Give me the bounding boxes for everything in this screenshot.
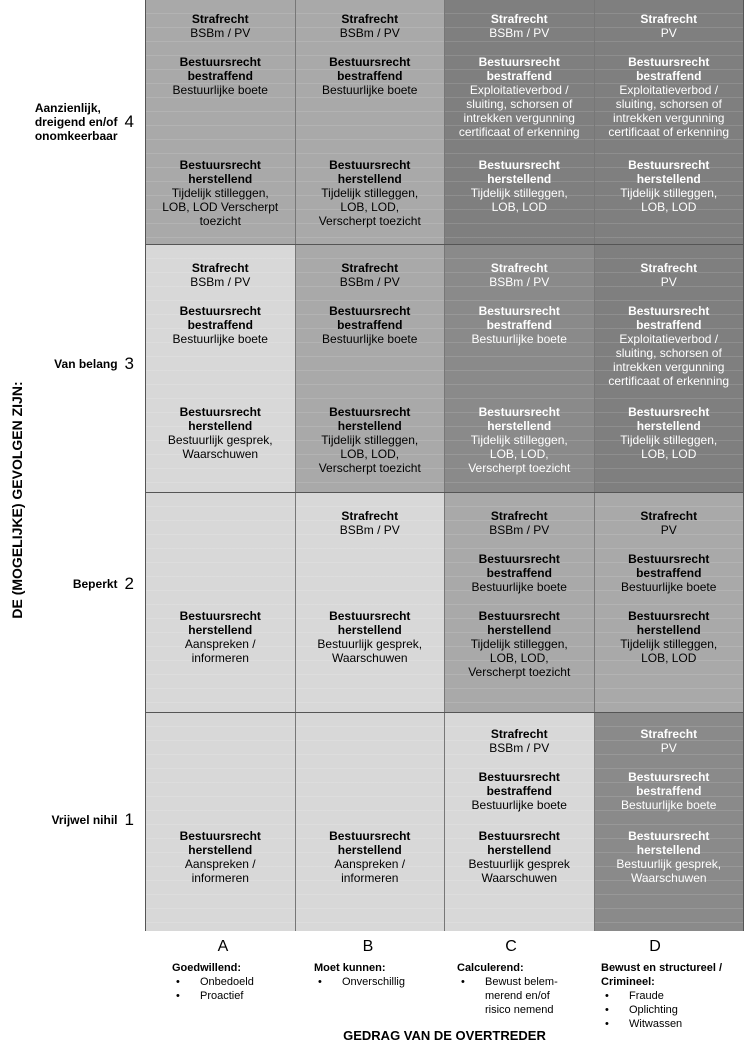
row-label-1 <box>36 810 144 830</box>
cell-b2 <box>296 493 446 712</box>
column-desc-list <box>172 975 294 1003</box>
row-label-text: Vrijwel nihil <box>51 813 118 827</box>
column-desc-title: Calculerend: <box>457 962 524 974</box>
cell-block <box>146 304 295 346</box>
cell-c1 <box>445 713 595 931</box>
matrix-row-1 <box>146 712 743 931</box>
block-text: PV <box>660 275 677 289</box>
cell-block <box>445 55 594 139</box>
matrix-row-3 <box>146 244 743 492</box>
cell-block <box>296 405 445 475</box>
cell-block <box>146 12 295 40</box>
cell-block <box>445 770 594 812</box>
block-text: Bestuurlijk gesprek Waarschuwen <box>468 857 570 885</box>
column-desc-b <box>314 961 436 989</box>
cell-block <box>296 12 445 40</box>
block-heading: Bestuursrecht herstellend <box>179 158 261 186</box>
list-item: • Proactief <box>172 989 294 1003</box>
column-desc-title: Bewust en structureel / Crimineel: <box>601 962 723 988</box>
block-text: Bestuurlijk gesprek, Waarschuwen <box>317 637 423 665</box>
block-text: Exploitatieverbod / sluiting, schorsen of intrekken vergunning certificaat of erkenning <box>608 332 730 388</box>
row-label-text: Aanzienlijk, dreigend en/of onomkeerbaar <box>34 101 118 143</box>
block-heading: Strafrecht <box>490 261 548 275</box>
cell-block <box>445 261 594 289</box>
block-text: BSBm / PV <box>489 523 550 537</box>
block-heading: Bestuursrecht bestraffend <box>478 770 560 798</box>
column-desc-title: Goedwillend: <box>172 962 242 974</box>
block-heading: Bestuursrecht bestraffend <box>329 55 411 83</box>
block-text: Bestuurlijke boete <box>172 332 268 346</box>
cell-block <box>445 609 594 679</box>
cell-block <box>296 158 445 228</box>
cell-c2 <box>445 493 595 712</box>
column-desc-list <box>457 975 579 1017</box>
block-text: BSBm / PV <box>339 26 400 40</box>
block-heading: Bestuursrecht bestraffend <box>478 55 560 83</box>
cell-block <box>595 261 744 289</box>
block-text: Tijdelijk stilleggen, LOB, LOD <box>620 637 718 665</box>
block-heading: Strafrecht <box>341 509 399 523</box>
cell-block <box>595 509 744 537</box>
cell-c4 <box>445 0 595 244</box>
block-text: Tijdelijk stilleggen, LOB, LOD <box>470 186 568 214</box>
cell-b3 <box>296 245 446 492</box>
block-text: Exploitatieverbod / sluiting, schorsen of intrekken vergunning certificaat of erkenning <box>608 83 730 139</box>
block-heading: Bestuursrecht herstellend <box>628 829 710 857</box>
block-heading: Bestuursrecht bestraffend <box>628 770 710 798</box>
cell-d3 <box>595 245 744 492</box>
row-label-text: Van belang <box>54 357 118 371</box>
block-text: BSBm / PV <box>190 26 251 40</box>
block-heading: Strafrecht <box>640 509 698 523</box>
cell-block <box>445 405 594 475</box>
cell-b1 <box>296 713 446 931</box>
cell-block <box>445 509 594 537</box>
cell-a1 <box>146 713 296 931</box>
column-desc-a <box>172 961 294 1003</box>
row-label-number: 2 <box>124 574 134 593</box>
cell-a4 <box>146 0 296 244</box>
block-text: Bestuurlijke boete <box>621 798 717 812</box>
block-text: BSBm / PV <box>339 523 400 537</box>
cell-block <box>595 12 744 40</box>
cell-block <box>595 304 744 388</box>
block-heading: Strafrecht <box>490 727 548 741</box>
row-label-4 <box>36 101 144 143</box>
list-item: • Oplichting <box>601 1003 741 1017</box>
matrix-row-2 <box>146 492 743 712</box>
block-heading: Bestuursrecht herstellend <box>329 158 411 186</box>
block-text: PV <box>660 741 677 755</box>
block-text: Bestuurlijke boete <box>471 580 567 594</box>
column-desc-title: Moet kunnen: <box>314 962 386 974</box>
block-heading: Strafrecht <box>191 261 249 275</box>
block-heading: Bestuursrecht bestraffend <box>478 304 560 332</box>
block-text: Bestuurlijke boete <box>322 332 418 346</box>
x-axis-title: GEDRAG VAN DE OVERTREDER <box>343 1028 546 1043</box>
cell-block <box>445 727 594 755</box>
matrix-grid <box>145 0 744 931</box>
column-desc-list <box>314 975 436 989</box>
cell-block <box>595 609 744 665</box>
block-heading: Bestuursrecht herstellend <box>478 158 560 186</box>
block-heading: Strafrecht <box>490 509 548 523</box>
column-desc-c <box>457 961 579 1017</box>
matrix-row-4 <box>146 0 743 244</box>
block-heading: Bestuursrecht herstellend <box>478 405 560 433</box>
column-letter-a: A <box>217 938 229 955</box>
block-heading: Bestuursrecht herstellend <box>478 609 560 637</box>
block-text: Aanspreken / informeren <box>334 857 406 885</box>
cell-block <box>445 552 594 594</box>
block-heading: Bestuursrecht bestraffend <box>628 55 710 83</box>
cell-block <box>296 261 445 289</box>
block-heading: Bestuursrecht herstellend <box>628 158 710 186</box>
cell-block <box>595 158 744 214</box>
block-text: Bestuurlijke boete <box>471 332 567 346</box>
column-desc-d <box>601 961 741 1031</box>
block-text: Tijdelijk stilleggen, LOB, LOD, Verscherpt toezicht <box>318 433 421 475</box>
cell-block <box>445 304 594 346</box>
list-item: • Witwassen <box>601 1017 741 1031</box>
block-heading: Strafrecht <box>640 261 698 275</box>
column-letter-c: C <box>505 938 517 955</box>
block-heading: Bestuursrecht bestraffend <box>179 55 261 83</box>
block-heading: Bestuursrecht bestraffend <box>478 552 560 580</box>
column-desc-list <box>601 989 741 1031</box>
cell-d4 <box>595 0 744 244</box>
cell-block <box>296 509 445 537</box>
block-text: BSBm / PV <box>489 26 550 40</box>
block-text: Bestuurlijk gesprek, Waarschuwen <box>616 857 722 885</box>
list-item: • Bewust belem-merend en/of risico nemend <box>457 975 567 1017</box>
cell-block <box>595 829 744 885</box>
block-heading: Strafrecht <box>341 261 399 275</box>
cell-block <box>146 55 295 97</box>
block-text: Bestuurlijke boete <box>322 83 418 97</box>
cell-block <box>445 158 594 214</box>
block-heading: Strafrecht <box>490 12 548 26</box>
block-heading: Strafrecht <box>341 12 399 26</box>
cell-block <box>146 609 295 665</box>
block-heading: Strafrecht <box>191 12 249 26</box>
block-text: PV <box>660 523 677 537</box>
block-text: Bestuurlijke boete <box>471 798 567 812</box>
block-heading: Bestuursrecht bestraffend <box>179 304 261 332</box>
row-label-2 <box>36 574 144 594</box>
block-text: Exploitatieverbod / sluiting, schorsen of intrekken vergunning certificaat of erkenning <box>458 83 580 139</box>
block-text: Tijdelijk stilleggen, LOB, LOD, Verscherpt toezicht <box>318 186 421 228</box>
block-heading: Bestuursrecht bestraffend <box>628 552 710 580</box>
block-heading: Bestuursrecht herstellend <box>628 405 710 433</box>
block-text: Tijdelijk stilleggen, LOB, LOD <box>620 186 718 214</box>
block-text: Tijdelijk stilleggen, LOB, LOD, Verscherpt toezicht <box>468 433 571 475</box>
block-text: Tijdelijk stilleggen, LOB, LOD Verscherpt toezicht <box>162 186 279 228</box>
block-text: BSBm / PV <box>339 275 400 289</box>
list-item: • Onbedoeld <box>172 975 294 989</box>
block-heading: Bestuursrecht herstellend <box>329 609 411 637</box>
cell-block <box>595 405 744 461</box>
block-text: PV <box>660 26 677 40</box>
cell-c3 <box>445 245 595 492</box>
block-text: Tijdelijk stilleggen, LOB, LOD <box>620 433 718 461</box>
block-heading: Strafrecht <box>640 727 698 741</box>
block-text: Aanspreken / informeren <box>184 637 256 665</box>
block-text: Bestuurlijke boete <box>621 580 717 594</box>
row-label-3 <box>36 354 144 374</box>
block-heading: Bestuursrecht herstellend <box>179 609 261 637</box>
cell-block <box>445 829 594 885</box>
cell-block <box>595 552 744 594</box>
column-letter-b: B <box>362 938 374 955</box>
block-text: BSBm / PV <box>489 741 550 755</box>
cell-block <box>296 829 445 885</box>
block-text: Bestuurlijk gesprek, Waarschuwen <box>167 433 273 461</box>
cell-block <box>445 12 594 40</box>
cell-block <box>296 55 445 97</box>
cell-block <box>595 770 744 812</box>
cell-block <box>146 158 295 228</box>
cell-d2 <box>595 493 744 712</box>
cell-block <box>595 727 744 755</box>
block-text: BSBm / PV <box>489 275 550 289</box>
column-letter-d: D <box>649 938 661 955</box>
block-heading: Bestuursrecht herstellend <box>329 405 411 433</box>
block-text: Bestuurlijke boete <box>172 83 268 97</box>
cell-block <box>146 829 295 885</box>
cell-d1 <box>595 713 744 931</box>
cell-block <box>146 405 295 461</box>
cell-block <box>146 261 295 289</box>
block-heading: Strafrecht <box>640 12 698 26</box>
block-heading: Bestuursrecht herstellend <box>628 609 710 637</box>
block-heading: Bestuursrecht herstellend <box>329 829 411 857</box>
row-label-number: 3 <box>124 354 134 373</box>
block-heading: Bestuursrecht herstellend <box>179 405 261 433</box>
cell-block <box>296 304 445 346</box>
cell-b4 <box>296 0 446 244</box>
block-heading: Bestuursrecht bestraffend <box>628 304 710 332</box>
block-text: Aanspreken / informeren <box>184 857 256 885</box>
cell-a2 <box>146 493 296 712</box>
y-axis-title: DE (MOGELIJKE) GEVOLGEN ZIJN: <box>9 381 25 619</box>
block-heading: Bestuursrecht herstellend <box>478 829 560 857</box>
row-label-number: 4 <box>124 112 134 131</box>
cell-block <box>595 55 744 139</box>
list-item: • Onverschillig <box>314 975 436 989</box>
row-label-text: Beperkt <box>72 577 118 591</box>
cell-block <box>296 609 445 665</box>
row-label-number: 1 <box>124 810 134 829</box>
block-heading: Bestuursrecht bestraffend <box>329 304 411 332</box>
block-text: Tijdelijk stilleggen, LOB, LOD, Verscherpt toezicht <box>468 637 571 679</box>
list-item: • Fraude <box>601 989 741 1003</box>
block-text: BSBm / PV <box>190 275 251 289</box>
block-heading: Bestuursrecht herstellend <box>179 829 261 857</box>
cell-a3 <box>146 245 296 492</box>
